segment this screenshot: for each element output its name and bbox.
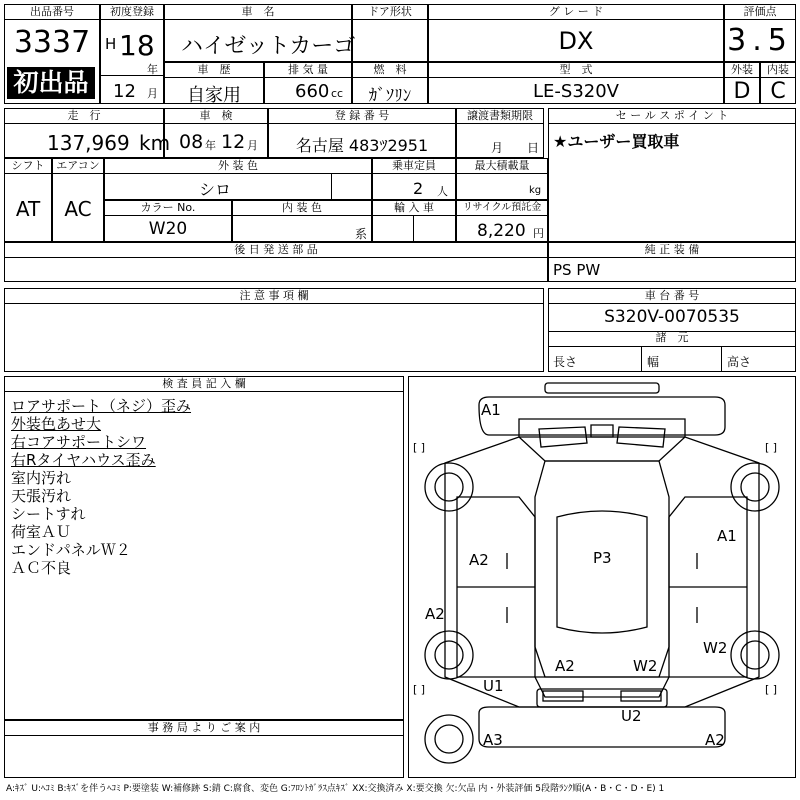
fuel-box xyxy=(352,62,428,104)
remark-line: 室内汚れ xyxy=(11,469,72,487)
shift-value: AT xyxy=(15,197,41,221)
ext-grade-box xyxy=(724,62,760,104)
mileage-box xyxy=(4,108,171,158)
ac-label: エアコン xyxy=(53,159,103,174)
transfer-month: 月 xyxy=(491,141,504,155)
notes-label: 注 意 事 項 欄 xyxy=(5,289,543,304)
first-reg-box xyxy=(100,4,164,104)
remark-line: シートすれ xyxy=(11,505,86,523)
lot-box xyxy=(4,4,100,104)
inspector-remarks xyxy=(11,397,191,577)
first-reg-year: 18 xyxy=(119,29,155,62)
exterior-color-box xyxy=(104,158,372,200)
interior-color-label: 内 装 色 xyxy=(233,201,371,216)
inspector-box xyxy=(4,376,404,720)
seats-box xyxy=(372,158,456,200)
ac-value: AC xyxy=(64,197,92,221)
fuel-label: 燃 料 xyxy=(353,63,427,78)
fuel-value: ｶﾞｿﾘﾝ xyxy=(368,86,412,106)
car-name: ハイゼットカーゴ xyxy=(181,34,356,59)
inspection-month-unit: 月 xyxy=(247,139,258,152)
damage-mark: W2 xyxy=(633,657,658,675)
chassis-value: S320V-0070535 xyxy=(604,307,740,327)
exterior-color-label: 外 装 色 xyxy=(105,159,371,174)
displacement-box xyxy=(264,62,352,104)
damage-mark: A2 xyxy=(469,551,489,569)
remark-line: 右コアサポートシワ xyxy=(11,433,147,451)
equipment-box xyxy=(548,242,796,282)
shift-box xyxy=(4,158,52,242)
damage-mark: U1 xyxy=(483,677,504,695)
car-name-label: 車 名 xyxy=(165,5,351,20)
displacement-unit: cc xyxy=(331,87,344,100)
damage-mark: A1 xyxy=(481,401,501,419)
bracket-left-top: [ ] xyxy=(413,441,426,454)
score-box xyxy=(724,4,796,62)
color-no-box xyxy=(104,200,232,242)
displacement-value: 660 xyxy=(295,81,330,102)
car-diagram xyxy=(409,377,795,777)
recycle-label: リサイクル預託金 xyxy=(457,201,547,216)
height-label: 高さ xyxy=(727,355,752,369)
door-box xyxy=(352,4,428,62)
displacement-label: 排 気 量 xyxy=(265,63,351,78)
import-box xyxy=(372,200,456,242)
grade-value: DX xyxy=(558,27,594,55)
door-label: ドア形状 xyxy=(353,5,427,20)
seats-label: 乗車定員 xyxy=(373,159,455,174)
width-label: 幅 xyxy=(647,355,660,369)
remark-line: ＡＣ不良 xyxy=(11,559,72,577)
int-value: C xyxy=(770,79,786,104)
inspection-year-unit: 年 xyxy=(205,139,216,152)
shift-label: シフト xyxy=(5,159,51,174)
damage-mark: P3 xyxy=(593,549,612,567)
damage-mark: W2 xyxy=(703,639,728,657)
inspection-month: 12 xyxy=(221,131,246,153)
length-label: 長さ xyxy=(553,355,578,369)
recycle-box xyxy=(456,200,548,242)
model-value: LE-S320V xyxy=(533,81,619,102)
equipment-value: PS PW xyxy=(553,261,601,279)
office-box xyxy=(4,720,404,778)
load-box xyxy=(456,158,548,200)
damage-mark: A1 xyxy=(717,527,737,545)
mileage-label: 走 行 xyxy=(5,109,163,124)
grade-box xyxy=(428,4,724,62)
model-label: 型 式 xyxy=(429,63,723,78)
lot-number: 3337 xyxy=(13,25,91,60)
color-no-value: W20 xyxy=(148,219,188,239)
seats-unit: 人 xyxy=(437,185,448,198)
sales-point-label: セ ー ル ス ポ イ ン ト xyxy=(549,109,795,124)
history-label: 車 歴 xyxy=(165,63,263,78)
bracket-right-bottom: [ ] xyxy=(765,683,778,696)
chassis-box xyxy=(548,288,796,372)
spec-label: 諸 元 xyxy=(655,331,689,344)
remark-line: 外装色あせ大 xyxy=(11,415,102,433)
inspection-box xyxy=(164,108,268,158)
remark-line: 右Rタイヤハウス歪み xyxy=(11,451,156,469)
first-reg-label: 初度登録 xyxy=(101,5,163,20)
transfer-day: 日 xyxy=(527,141,540,155)
exterior-color-value: シロ xyxy=(198,180,231,199)
notes-box xyxy=(4,288,544,372)
era: H xyxy=(105,35,117,53)
model-box xyxy=(428,62,724,104)
recycle-value: 8,220 xyxy=(477,221,526,241)
ac-box xyxy=(52,158,104,242)
damage-diagram-box xyxy=(408,376,796,778)
score-label: 評価点 xyxy=(725,5,795,20)
month-unit: 月 xyxy=(147,87,158,100)
office-label: 事 務 局 よ り ご 案 内 xyxy=(5,721,403,736)
import-label: 輸 入 車 xyxy=(373,201,455,216)
remark-line: 天張汚れ xyxy=(11,487,72,505)
plate-box xyxy=(268,108,456,158)
sales-point-text: ★ユーザー買取車 xyxy=(553,132,680,151)
equipment-label: 純 正 装 備 xyxy=(549,243,795,258)
mileage-unit: km xyxy=(139,131,171,155)
damage-mark: U2 xyxy=(621,707,642,725)
plate-value: 名古屋 483ﾂ2951 xyxy=(295,136,429,155)
transfer-box xyxy=(456,108,544,158)
remark-line: エンドパネルＷ２ xyxy=(11,541,131,559)
inspector-label: 検 査 員 記 入 欄 xyxy=(5,377,403,392)
chassis-label: 車 台 番 号 xyxy=(549,289,795,304)
damage-mark: A3 xyxy=(483,731,503,749)
ext-value: D xyxy=(733,79,751,104)
score-value: 3.5 xyxy=(727,23,793,58)
mileage-value: 137,969 xyxy=(47,131,130,155)
load-label: 最大積載量 xyxy=(457,159,547,174)
later-parts-label: 後 日 発 送 部 品 xyxy=(5,243,547,258)
plate-label: 登 録 番 号 xyxy=(269,109,455,124)
damage-mark: A2 xyxy=(705,731,725,749)
recycle-unit: 円 xyxy=(533,227,544,240)
car-name-box xyxy=(164,4,356,62)
seats-value: 2 xyxy=(413,179,424,198)
int-label: 内装 xyxy=(761,63,795,78)
first-reg-month: 12 xyxy=(113,81,136,102)
remark-line: ロアサポート（ネジ）歪み xyxy=(11,397,192,415)
lot-label: 出品番号 xyxy=(5,5,99,20)
inspection-year: 08 xyxy=(179,131,204,153)
color-no-label: カラー No. xyxy=(105,201,231,216)
bracket-left-bottom: [ ] xyxy=(413,683,426,696)
damage-mark: A2 xyxy=(555,657,575,675)
load-unit: kg xyxy=(529,185,542,196)
grade-label: グ レ ー ド xyxy=(429,5,723,20)
int-grade-box xyxy=(760,62,796,104)
bracket-right-top: [ ] xyxy=(765,441,778,454)
remark-line: 荷室ＡＵ xyxy=(11,523,72,541)
history-value: 自家用 xyxy=(187,85,241,106)
sales-point-box xyxy=(548,108,796,242)
interior-color-box xyxy=(232,200,372,242)
interior-color-suffix: 系 xyxy=(355,227,368,241)
year-unit: 年 xyxy=(147,63,158,76)
first-listing-badge: 初出品 xyxy=(7,67,95,99)
history-box xyxy=(164,62,264,104)
damage-mark: A2 xyxy=(425,605,445,623)
inspection-label: 車 検 xyxy=(165,109,267,124)
later-parts-box xyxy=(4,242,548,282)
ext-label: 外装 xyxy=(725,63,759,78)
transfer-label: 譲渡書類期限 xyxy=(457,109,543,124)
legend: A:ｷｽﾞ U:ﾍｺﾐ B:ｷｽﾞを伴うﾍｺﾐ P:要塗装 W:補修跡 S:錆 C:腐食、変色 G:ﾌﾛﾝﾄｶﾞﾗｽ点ｷｽﾞ XX:交換済み X:要交換 欠:欠品 内・外装評価 5段階ﾗﾝｸ順(A・B・C・D・E) 1 xyxy=(6,784,665,794)
